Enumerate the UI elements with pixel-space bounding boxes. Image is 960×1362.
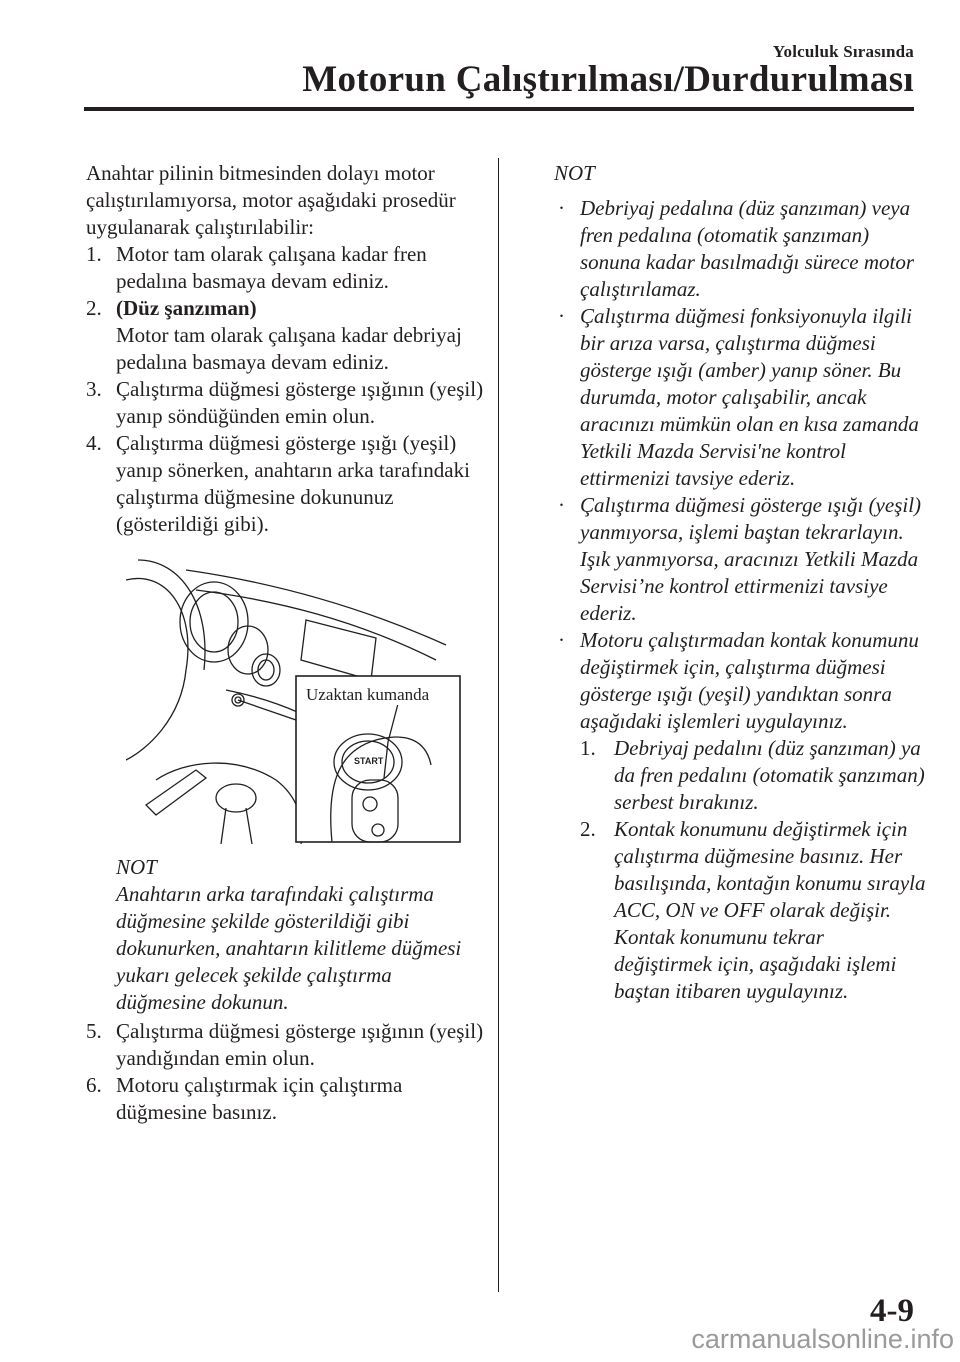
note-title: NOT bbox=[554, 161, 595, 185]
bullet-marker: · bbox=[558, 628, 565, 652]
step-number: 5. bbox=[86, 1019, 102, 1043]
step-3 bbox=[86, 376, 486, 430]
intro-paragraph: Anahtar pilinin bitmesinden dolayı motor çalıştırılamıyorsa, motor aşağıdaki prosedür uygulanarak çalıştırılabilir: bbox=[86, 161, 456, 239]
substep-1 bbox=[534, 735, 926, 816]
step-number: 1. bbox=[86, 242, 102, 266]
note-bullet-4 bbox=[534, 627, 926, 735]
substep-2 bbox=[534, 816, 926, 1005]
bullet-text: Çalıştırma düğmesi fonksiyonuyla ilgili bir arıza varsa, çalıştırma düğmesi gösterge ışığı (amber) yanıp söner. Bu durumda, motor çalışabilir, ancak aracınızı mümkün olan en kısa zamanda Yetkili Mazda Servisi'ne kontrol ettirmenizi tavsiye ederiz. bbox=[580, 304, 919, 490]
step-number: 3. bbox=[86, 377, 102, 401]
step-heading: (Düz şanzıman) bbox=[116, 296, 257, 320]
substep-text: Debriyaj pedalını (düz şanzıman) ya da fren pedalını (otomatik şanzıman) serbest bırakınız. bbox=[614, 736, 925, 814]
step-5 bbox=[86, 1018, 486, 1072]
section-name: Yolculuk Sırasında bbox=[772, 42, 914, 61]
step-number: 6. bbox=[86, 1073, 102, 1097]
note-bullet-3 bbox=[534, 492, 926, 627]
step-6 bbox=[86, 1072, 486, 1126]
header-rule bbox=[84, 107, 914, 111]
left-column bbox=[86, 160, 486, 1126]
bullet-marker: · bbox=[558, 493, 565, 517]
bullet-marker: · bbox=[558, 304, 565, 328]
right-column bbox=[534, 160, 926, 1005]
dashboard-illustration bbox=[126, 550, 462, 844]
substep-number: 1. bbox=[580, 736, 596, 760]
substep-text: Kontak konumunu değiştirmek için çalıştırma düğmesine basınız. Her basılışında, kontağın konumu sırayla ACC, ON ve OFF olarak değişir. Kontak konumunu tekrar değiştirmek için, aşağıdaki işlemi baştan itibaren uygulayınız. bbox=[614, 817, 926, 1003]
step-1 bbox=[86, 241, 486, 295]
step-text: Motor tam olarak çalışana kadar debriyaj pedalına basmaya devam ediniz. bbox=[116, 323, 462, 374]
step-number: 4. bbox=[86, 431, 102, 455]
note-bullet-1 bbox=[534, 195, 926, 303]
page-number: 4-9 bbox=[870, 1293, 914, 1329]
step-text: Çalıştırma düğmesi gösterge ışığı (yeşil) yanıp sönerken, anahtarın arka tarafındaki çalıştırma düğmesine dokununuz (gösterildiği gibi). bbox=[116, 431, 470, 536]
step-text: Motor tam olarak çalışana kadar fren pedalına basmaya devam ediniz. bbox=[116, 242, 427, 293]
bullet-marker: · bbox=[558, 196, 565, 220]
bullet-text: Debriyaj pedalına (düz şanzıman) veya fren pedalına (otomatik şanzıman) sonuna kadar basılmadığı sürece motor çalıştırılamaz. bbox=[580, 196, 915, 301]
start-button-text: START bbox=[354, 756, 384, 766]
page-title: Motorun Çalıştırılması/Durdurulması bbox=[302, 59, 914, 100]
substep-number: 2. bbox=[580, 817, 596, 841]
note-title: NOT bbox=[116, 855, 157, 879]
figure-label: Uzaktan kumanda bbox=[302, 685, 433, 705]
step-text: Motoru çalıştırmak için çalıştırma düğmesine basınız. bbox=[116, 1073, 403, 1124]
bullet-text: Motoru çalıştırmadan kontak konumunu değiştirmek için, çalıştırma düğmesi gösterge ışığı (yeşil) yandıktan sonra aşağıdaki işlemleri uygulayınız. bbox=[580, 628, 919, 733]
step-2 bbox=[86, 295, 486, 376]
step-text: Çalıştırma düğmesi gösterge ışığının (yeşil) yanıp söndüğünden emin olun. bbox=[116, 377, 484, 428]
step-text: Çalıştırma düğmesi gösterge ışığının (yeşil) yandığından emin olun. bbox=[116, 1019, 484, 1070]
step-number: 2. bbox=[86, 296, 102, 320]
bullet-text: Çalıştırma düğmesi gösterge ışığı (yeşil) yanmıyorsa, işlemi baştan tekrarlayın. Işık yanmıyorsa, aracınızı Yetkili Mazda Servisi’ne kontrol ettirmenizi tavsiye ederiz. bbox=[580, 493, 922, 625]
note-block bbox=[86, 854, 486, 1016]
note-text: Anahtarın arka tarafındaki çalıştırma düğmesine şekilde gösterildiği gibi dokunurken, anahtarın kilitleme düğmesi yukarı gelecek şekilde çalıştırma düğmesine dokunun. bbox=[116, 882, 462, 1014]
note-bullet-2 bbox=[534, 303, 926, 492]
watermark: carmanualsonline.info bbox=[691, 1324, 954, 1354]
step-4 bbox=[86, 430, 486, 538]
column-divider bbox=[498, 158, 499, 1292]
